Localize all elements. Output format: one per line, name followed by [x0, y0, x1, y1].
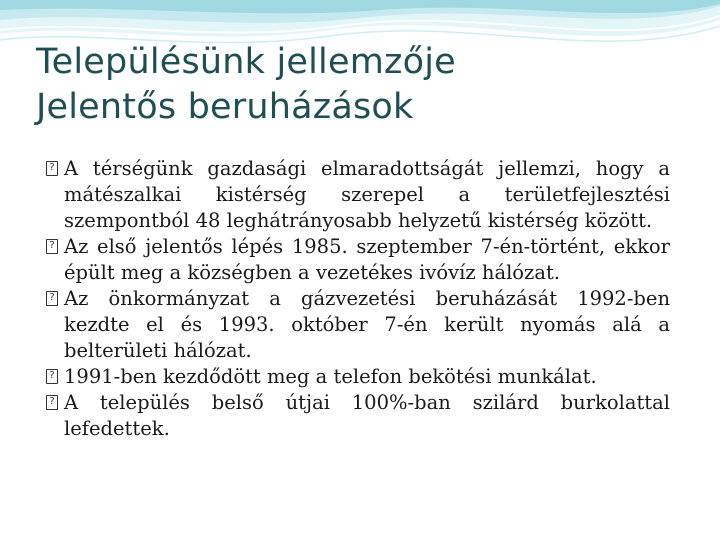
bullet-text: A település belső útjai 100%-ban szilárd burkolattal lefedettek. [64, 391, 670, 440]
bullet-text: Az önkormányzat a gázvezetési beruházását 1992-ben kezdte el és 1993. október 7-én került nyomás alá a belterületi hálózat. [64, 287, 670, 362]
bullet-item [46, 390, 670, 442]
bullet-item [46, 156, 670, 234]
missing-glyph-bullet-icon [46, 161, 58, 176]
bullet-item [46, 286, 670, 364]
missing-glyph-bullet-icon [46, 239, 58, 254]
bullet-item [46, 364, 670, 390]
slide-title-line-1: Településünk jellemzője [36, 42, 456, 82]
missing-glyph-bullet-icon [46, 395, 58, 410]
slide-title [36, 40, 676, 130]
bullet-item [46, 234, 670, 286]
bullet-list [46, 156, 670, 442]
bullet-text: A térségünk gazdasági elmaradottságát jellemzi, hogy a mátészalkai kistérség szerepel a területfejlesztési szempontból 48 leghátrányosabb helyzetű kistérség között. [64, 157, 670, 232]
missing-glyph-bullet-icon [46, 291, 58, 306]
bullet-text: 1991-ben kezdődött meg a telefon bekötési munkálat. [64, 365, 597, 388]
slide-title-line-2: Jelentős beruházások [36, 87, 414, 127]
bullet-text: Az első jelentős lépés 1985. szeptember 7-én-történt, ekkor épült meg a községben a vezetékes ivóvíz hálózat. [64, 235, 670, 284]
missing-glyph-bullet-icon [46, 369, 58, 384]
